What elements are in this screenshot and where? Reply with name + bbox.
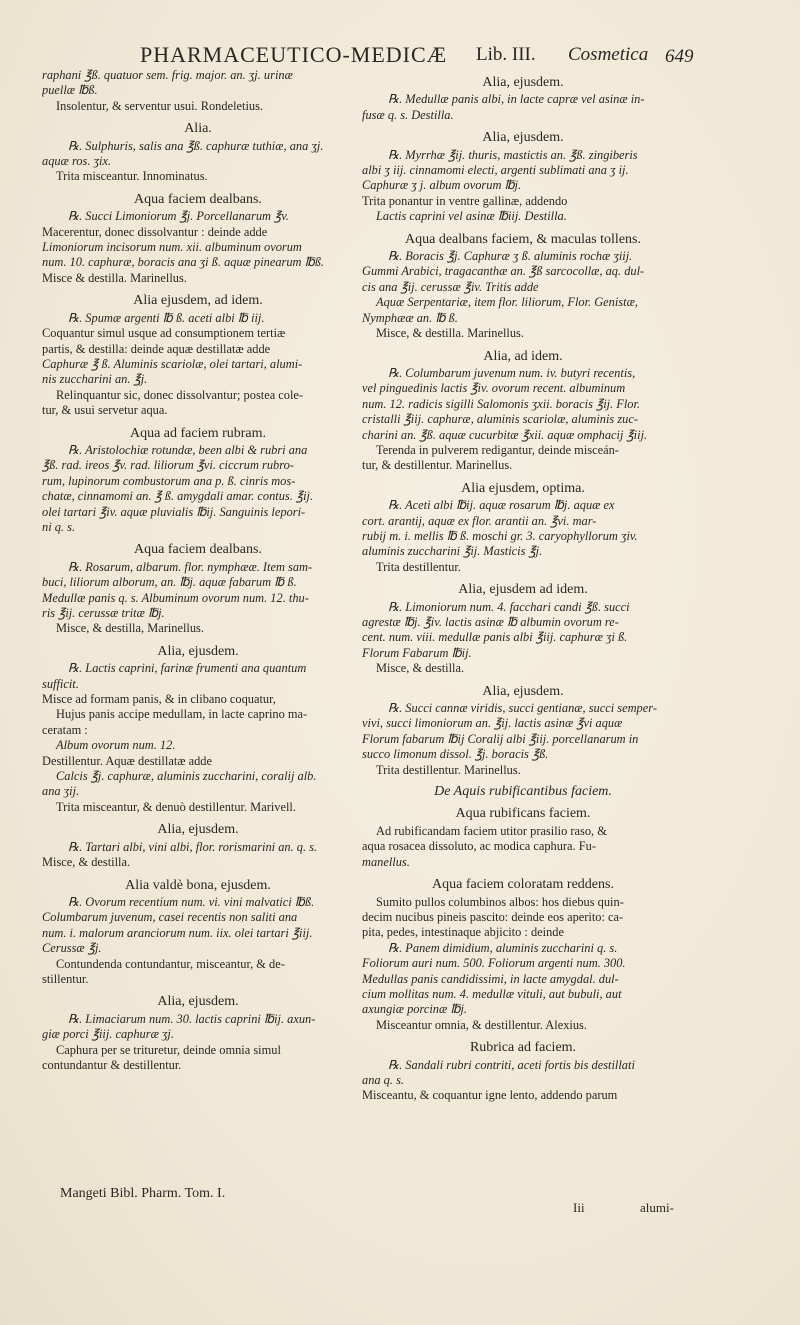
left-text-line: olei tartari ℥iv. aquæ pluvialis ℔ij. Sanguinis lepori-: [42, 504, 306, 519]
left-text-line: Relinquantur sic, donec dissolvantur; postea cole-: [56, 387, 304, 402]
right-recipe-line: ℞. Myrrhæ ℥ij. thuris, mastictis an. ℥ß. zingiberis: [388, 147, 638, 162]
left-text-line: Caphuræ ℥ ß. Aluminis scariolæ, olei tartari, alumi-: [42, 356, 303, 371]
left-text-line: Columbarum juvenum, casei recentis non saliti ana: [42, 910, 298, 925]
left-text-line: Misce & destilla. Marinellus.: [42, 270, 187, 285]
left-heading: Alia, ejusdem.: [157, 994, 239, 1010]
left-heading: Aqua ad faciem rubram.: [129, 425, 267, 441]
right-text-line: Misceantu, & coquantur igne lento, addendo parum: [362, 1088, 618, 1103]
catchword: alumi-: [640, 1200, 674, 1215]
left-column: [42, 68, 354, 1073]
right-text-line: ana q. s.: [362, 1072, 404, 1087]
left-text-line: ni q. s.: [42, 519, 76, 534]
right-text-line: aluminis zuccharini ℥ij. Masticis ℥j.: [362, 544, 543, 559]
right-text-line: axungiæ porcinæ ℔j.: [362, 1002, 468, 1017]
left-text-line: ceratam :: [42, 722, 88, 737]
right-text-line: agrestæ ℔j. ℥iv. lactis asinæ ℔ albumin ovorum re-: [362, 615, 619, 629]
right-text-line: Aquæ Serpentariæ, item flor. liliorum, Flor. Genistæ,: [376, 295, 638, 310]
right-recipe-line: ℞. Medullæ panis albi, in lacte capræ vel asinæ in-: [388, 92, 645, 107]
right-text-line: Trita ponantur in ventre gallinæ, addendo: [362, 193, 568, 208]
left-text-line: Caphura per se trituretur, deinde omnia simul: [56, 1042, 281, 1057]
left-text-line: buci, liliorum alborum, an. ℔j. aquæ fabarum ℔ ß.: [42, 575, 297, 590]
right-text-line: Terenda in pulverem redigantur, deinde misceán-: [376, 442, 619, 457]
left-text-line: Misce, & destilla.: [42, 855, 131, 870]
right-text-line: succo limonum dissol. ℥j. boracis ℥ß.: [362, 747, 549, 762]
right-text-line: Ad rubificandam faciem utitor prasilio raso, &: [376, 823, 607, 838]
right-heading: Alia, ejusdem ad idem.: [458, 582, 588, 598]
right-text-line: vel pinguedinis lactis ℥iv. ovorum recent. albuminum: [362, 381, 626, 396]
right-text-line: Sumito pullos columbinos albos: hos diebus quin-: [376, 894, 624, 909]
left-text-line: num. 10. caphuræ, boracis ana ʒi ß. aquæ pinearum ℔ß.: [42, 255, 325, 270]
right-text-line: Lactis caprini vel asinæ ℔iij. Destilla.: [376, 209, 567, 224]
right-recipe-line: ℞. Limoniorum num. 4. facchari candi ℥ß. succi: [388, 599, 630, 614]
right-text-line: Florum fabarum ℔ij Coralij albi ℥iij. porcellanarum in: [362, 731, 639, 746]
right-recipe-line: ℞. Succi cannæ viridis, succi gentianæ, succi semper-: [388, 701, 657, 716]
right-text-line: vivi, succi limoniorum an. ℥ij. lactis asinæ ℥vi aquæ: [362, 716, 623, 731]
left-text-line: Album ovorum num. 12.: [56, 738, 176, 753]
left-recipe-line: ℞. Sulphuris, salis ana ℥ß. caphuræ tuthiæ, ana ʒj.: [68, 138, 324, 153]
right-heading: Alia, ejusdem.: [482, 130, 564, 146]
left-text-line: ris ℥ij. cerussæ tritæ ℔j.: [42, 606, 165, 620]
right-text-line: Trita destillentur.: [376, 559, 461, 574]
running-head-section: Cosmetica: [568, 44, 649, 65]
right-text-line: num. 12. radicis sigilli Salomonis ʒxii. boracis ℥ij. Flor.: [362, 396, 641, 411]
left-recipe-line: ℞. Limaciarum num. 30. lactis caprini ℔ij. axun-: [68, 1011, 316, 1026]
signature-mark: Iii: [573, 1200, 585, 1215]
right-text-line: cis ana ℥ij. cerussæ ℥iv. Tritis adde: [362, 279, 539, 294]
left-text-line: chatæ, cinnamomi an. ℥ ß. amygdali amar. contus. ℥ij.: [42, 489, 314, 504]
right-heading: Alia, ejusdem.: [482, 75, 564, 90]
left-text-line: Misce ad formam panis, & in clibano coquatur,: [42, 692, 276, 707]
left-text-line: tur, & usui servetur aqua.: [42, 403, 168, 418]
left-text-line: Hujus panis accipe medullam, in lacte caprino ma-: [56, 707, 308, 722]
left-text-line: Medullæ panis q. s. Albuminum ovorum num. 12. thu-: [42, 590, 309, 605]
running-head-book: Lib. III.: [476, 44, 536, 65]
left-heading: Alia, ejusdem.: [157, 643, 239, 659]
right-text-line: fusæ q. s. Destilla.: [362, 107, 454, 122]
right-text-line: charini an. ℥ß. aquæ cucurbitæ ℥xii. aquæ omphacij ℥iij.: [362, 427, 648, 442]
right-text-line: decim nucibus pineis pascito: deinde eos aperito: ca-: [362, 909, 624, 924]
right-text-line: manellus.: [362, 854, 410, 869]
left-text-line: rum, lupinorum combustorum ana p. ß. cinris mos-: [42, 473, 296, 488]
left-text-line: Macerentur, donec dissolvantur : deinde adde: [42, 224, 268, 239]
left-heading: Alia.: [184, 121, 212, 137]
left-text-line: Contundenda contundantur, misceantur, & de-: [56, 956, 285, 971]
right-recipe-line: ℞. Aceti albi ℔ij. aquæ rosarum ℔j. aquæ ex: [388, 498, 615, 513]
right-text-line: pita, pedes, intestinaque abjicito : deinde: [362, 925, 564, 940]
right-text-line: albi ʒ iij. cinnamomi electi, argenti sublimati ana ʒ ij.: [362, 163, 629, 178]
left-text-line: Destillentur. Aquæ destillatæ adde: [42, 753, 213, 768]
imprint-line: Mangeti Bibl. Pharm. Tom. I.: [60, 1186, 226, 1201]
right-heading: Rubrica ad faciem.: [469, 1040, 577, 1056]
left-heading: Alia valdè bona, ejusdem.: [125, 877, 271, 893]
right-heading: Alia, ejusdem.: [482, 683, 564, 699]
left-text-line: num. i. malorum aranciorum num. iix. olei tartari ℥iij.: [42, 925, 313, 940]
left-recipe-line: ℞. Lactis caprini, farinæ frumenti ana quantum: [68, 661, 307, 676]
right-text-line: Florum Fabarum ℔ij.: [362, 645, 472, 660]
left-heading: Alia ejusdem, ad idem.: [133, 293, 263, 309]
left-recipe-line: ℞. Succi Limoniorum ℥j. Porcellanarum ℥v.: [68, 209, 289, 224]
left-text-line: sufficit.: [42, 676, 79, 691]
left-text-line: Trita misceantur, & denuò destillentur. Marivell.: [56, 799, 296, 814]
left-text-line: puellæ ℔ß.: [42, 83, 98, 98]
right-heading: Alia, ad idem.: [483, 348, 563, 364]
right-recipe-line: ℞. Columbarum juvenum num. iv. butyri recentis,: [388, 365, 636, 380]
right-text-line: Medullas panis candidissimi, in lacte amygdal. dul-: [362, 971, 619, 986]
left-text-line: Insolentur, & serventur usui. Rondeletius.: [56, 98, 264, 113]
left-heading: Alia, ejusdem.: [157, 822, 239, 838]
left-text-line: Calcis ℥j. caphuræ, aluminis zuccharini, coralij alb.: [56, 769, 317, 784]
page-number: 649: [665, 46, 694, 67]
right-text-line: cium mollitas num. 4. medullæ vituli, aut bubuli, aut: [362, 986, 622, 1001]
running-head-title: PHARMACEUTICO-MEDICÆ: [140, 42, 448, 67]
right-text-line: Trita destillentur. Marinellus.: [376, 762, 521, 777]
left-text-line: ℥ß. rad. ireos ℥v. rad. liliorum ℥vi. ciccrum rubro-: [42, 458, 294, 473]
left-text-line: giæ porci ℥iij. caphuræ ʒj.: [42, 1027, 174, 1042]
left-recipe-line: ℞. Spumæ argenti ℔ ß. aceti albi ℔ iij.: [68, 310, 265, 325]
right-text-line: cent. num. viii. medullæ panis albi ℥iij. caphuræ ʒi ß.: [362, 630, 628, 645]
right-text-line: cristalli ℥iij. caphuræ, aluminis scariolæ, aluminis zuc-: [362, 412, 638, 427]
right-text-line: Nymphææ an. ℔ ß.: [362, 310, 458, 325]
left-text-line: Trita misceantur. Innominatus.: [56, 169, 208, 184]
left-text-line: raphani ℥ß. quatuor sem. frig. major. an. ʒj. urinæ: [42, 68, 293, 82]
left-recipe-line: ℞. Tartari albi, vini albi, flor. rorismarini an. q. s.: [68, 839, 318, 854]
left-text-line: Coquantur simul usque ad consumptionem tertiæ: [42, 326, 286, 341]
right-text-line: Foliorum auri num. 500. Foliorum argenti num. 300.: [362, 956, 626, 971]
right-text-line: Misce, & destilla. Marinellus.: [376, 326, 524, 341]
right-heading: Aqua dealbans faciem, & maculas tollens.: [405, 231, 641, 247]
right-heading: Alia ejusdem, optima.: [461, 480, 585, 496]
left-recipe-line: ℞. Aristolochiæ rotundæ, been albi & rubri ana: [68, 442, 308, 457]
left-text-line: Cerussæ ℥j.: [42, 941, 102, 956]
left-text-line: contundantur & destillentur.: [42, 1057, 182, 1072]
right-text-line: tur, & destillentur. Marinellus.: [362, 458, 513, 473]
left-recipe-line: ℞. Ovorum recentium num. vi. vini malvatici ℔ß.: [68, 894, 315, 909]
right-recipe-line: ℞. Panem dimidium, aluminis zuccharini q. s.: [388, 940, 618, 955]
right-text-line: Misce, & destilla.: [376, 661, 465, 676]
right-text-line: rubij m. i. mellis ℔ ß. moschi gr. 3. caryophyllorum ʒiv.: [362, 528, 638, 543]
right-text-line: Gummi Arabici, tragacanthæ an. ℥ß sarcocollæ, aq. dul-: [362, 264, 645, 279]
left-text-line: Limoniorum incisorum num. xii. albuminum ovorum: [42, 240, 302, 255]
left-heading: Aqua faciem dealbans.: [134, 191, 262, 207]
left-text-line: partis, & destilla: deinde aquæ destillatæ adde: [42, 341, 271, 356]
right-text-line: Caphuræ ʒ j. album ovorum ℔j.: [362, 178, 522, 193]
left-recipe-line: ℞. Rosarum, albarum. flor. nymphææ. Item sam-: [68, 559, 313, 574]
right-recipe-line: ℞. Sandali rubri contriti, aceti fortis bis destillati: [388, 1057, 635, 1072]
right-heading: De Aquis rubificantibus faciem.: [434, 784, 612, 800]
right-heading: Aqua rubificans faciem.: [455, 806, 591, 822]
left-heading: Aqua faciem dealbans.: [134, 542, 262, 558]
right-heading: Aqua faciem coloratam reddens.: [432, 877, 614, 893]
right-text-line: cort. arantij, aquæ ex flor. arantii an. ℥vi. mar-: [362, 513, 597, 528]
left-text-line: nis zuccharini an. ℥j.: [42, 372, 148, 387]
left-text-line: stillentur.: [42, 971, 89, 986]
right-text-line: Misceantur omnia, & destillentur. Alexius.: [376, 1017, 587, 1032]
right-column: [362, 68, 684, 1104]
left-text-line: ana ʒij.: [42, 784, 80, 799]
left-text-line: Misce, & destilla, Marinellus.: [56, 621, 204, 636]
right-text-line: aqua rosacea dissoluto, ac modica caphura. Fu-: [362, 839, 596, 854]
running-head: [140, 40, 700, 70]
right-recipe-line: ℞. Boracis ℥j. Caphuræ ʒ ß. aluminis rochæ ʒiij.: [388, 249, 633, 264]
left-text-line: aquæ ros. ʒix.: [42, 154, 112, 169]
